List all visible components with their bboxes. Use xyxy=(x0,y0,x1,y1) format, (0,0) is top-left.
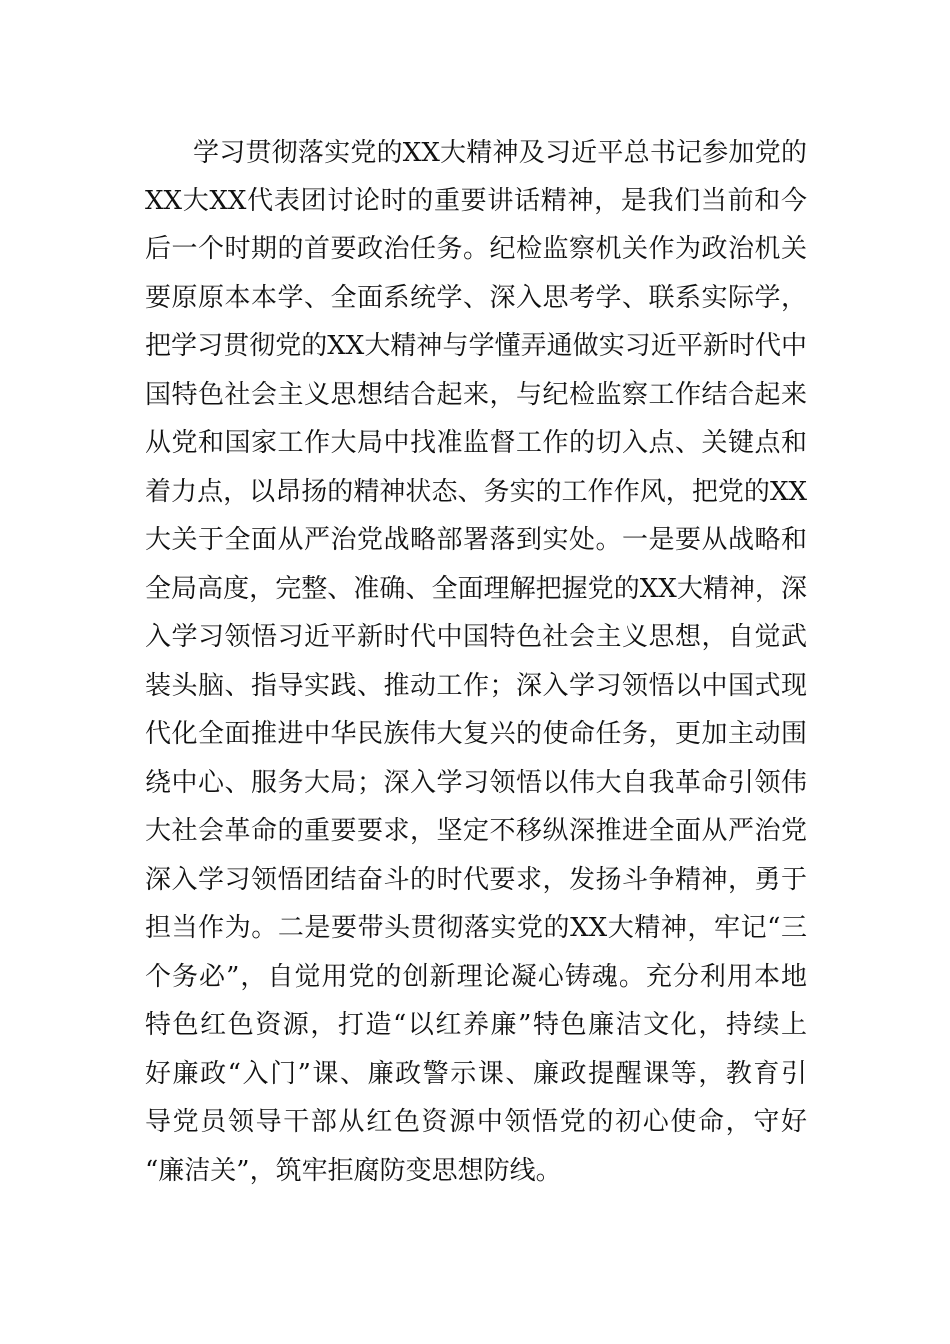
paragraph-line-22: “廉洁关”，筑牢拒腐防变思想防线。 xyxy=(145,1156,562,1186)
paragraph-line-10: 全局高度，完整、准确、全面理解把握党的XX大精神，深 xyxy=(145,574,807,604)
paragraph-line-16: 深入学习领悟团结奋斗的时代要求，发扬斗争精神，勇于 xyxy=(145,865,807,895)
paragraph-line-4: 要原原本本学、全面系统学、深入思考学、联系实际学， xyxy=(145,283,807,313)
paragraph-line-3: 后一个时期的首要政治任务。纪检监察机关作为政治机关 xyxy=(145,234,807,264)
paragraph-line-7: 从党和国家工作大局中找准监督工作的切入点、关键点和 xyxy=(145,428,807,458)
paragraph-line-18: 个务必”，自觉用党的创新理论凝心铸魂。充分利用本地 xyxy=(145,962,807,992)
paragraph-line-14: 绕中心、服务大局；深入学习领悟以伟大自我革命引领伟 xyxy=(145,768,807,798)
paragraph-line-20: 好廉政“入门”课、廉政警示课、廉政提醒课等，教育引 xyxy=(145,1059,807,1089)
paragraph-line-8: 着力点，以昂扬的精神状态、务实的工作作风，把党的XX xyxy=(145,477,807,507)
paragraph-line-13: 代化全面推进中华民族伟大复兴的使命任务，更加主动围 xyxy=(145,719,807,749)
paragraph-line-1: 学习贯彻落实党的XX大精神及习近平总书记参加党的 xyxy=(193,138,807,168)
paragraph-line-11: 入学习领悟习近平新时代中国特色社会主义思想，自觉武 xyxy=(145,622,807,652)
paragraph-line-19: 特色红色资源，打造“以红养廉”特色廉洁文化，持续上 xyxy=(145,1010,807,1040)
paragraph-line-17: 担当作为。二是要带头贯彻落实党的XX大精神，牢记“三 xyxy=(145,913,807,943)
paragraph-line-15: 大社会革命的重要要求，坚定不移纵深推进全面从严治党 xyxy=(145,816,807,846)
paragraph-line-2: XX大XX代表团讨论时的重要讲话精神，是我们当前和今 xyxy=(145,186,807,216)
paragraph-line-5: 把学习贯彻党的XX大精神与学懂弄通做实习近平新时代中 xyxy=(145,331,807,361)
paragraph-line-12: 装头脑、指导实践、推动工作；深入学习领悟以中国式现 xyxy=(145,671,807,701)
paragraph-line-9: 大关于全面从严治党战略部署落到实处。一是要从战略和 xyxy=(145,525,807,555)
paragraph-line-21: 导党员领导干部从红色资源中领悟党的初心使命，守好 xyxy=(145,1107,807,1137)
paragraph-line-6: 国特色社会主义思想结合起来，与纪检监察工作结合起来 xyxy=(145,380,807,410)
